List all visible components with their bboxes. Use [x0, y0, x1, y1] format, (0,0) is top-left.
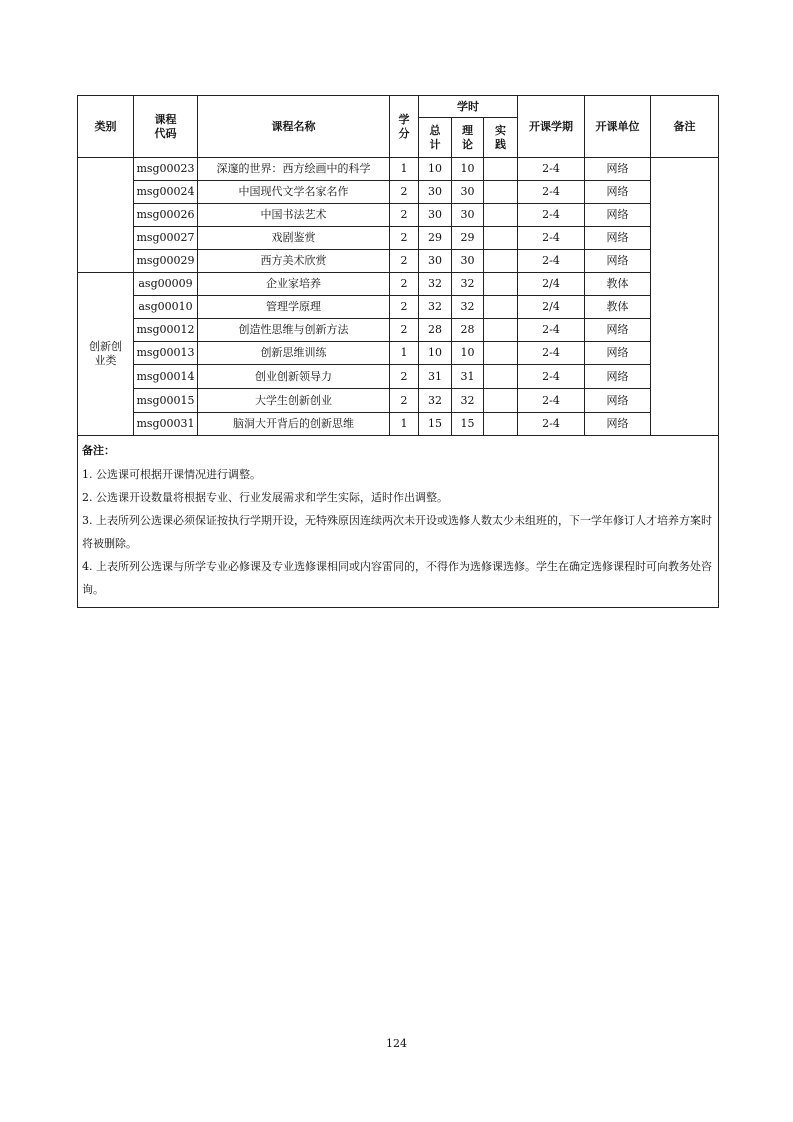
table-row	[78, 389, 719, 413]
hours-total: 28	[419, 319, 452, 342]
unit: 网络	[585, 181, 651, 204]
course-credit: 2	[390, 273, 419, 296]
course-code: msg00026	[134, 204, 198, 227]
course-name: 西方美术欣赏	[198, 250, 390, 273]
hours-total: 32	[419, 389, 452, 413]
header-remark: 备注	[651, 96, 719, 158]
hours-theory: 31	[452, 365, 484, 389]
hours-theory: 30	[452, 250, 484, 273]
table-row	[78, 365, 719, 389]
course-name: 中国书法艺术	[198, 204, 390, 227]
table-row	[78, 204, 719, 227]
course-code: asg00010	[134, 296, 198, 319]
semester: 2-4	[518, 204, 585, 227]
course-credit: 2	[390, 204, 419, 227]
course-table	[77, 95, 719, 608]
hours-practice	[484, 250, 518, 273]
semester: 2/4	[518, 273, 585, 296]
hours-theory: 32	[452, 273, 484, 296]
category-innovation: 创新创 业类	[78, 273, 134, 436]
hours-practice	[484, 365, 518, 389]
course-credit: 2	[390, 296, 419, 319]
hours-theory: 29	[452, 227, 484, 250]
header-unit: 开课单位	[585, 96, 651, 158]
semester: 2-4	[518, 158, 585, 181]
hours-total: 30	[419, 250, 452, 273]
course-name: 戏剧鉴赏	[198, 227, 390, 250]
course-credit: 1	[390, 158, 419, 181]
notes-title: 备注：	[82, 444, 115, 457]
hours-theory: 32	[452, 389, 484, 413]
course-credit: 2	[390, 181, 419, 204]
course-code: msg00024	[134, 181, 198, 204]
page-number: 124	[386, 1037, 407, 1050]
hours-practice	[484, 319, 518, 342]
hours-total: 29	[419, 227, 452, 250]
header-course-name: 课程名称	[198, 96, 390, 158]
course-code: asg00009	[134, 273, 198, 296]
hours-practice	[484, 158, 518, 181]
table-row	[78, 413, 719, 436]
course-credit: 2	[390, 365, 419, 389]
hours-practice	[484, 413, 518, 436]
course-name: 创业创新领导力	[198, 365, 390, 389]
unit: 网络	[585, 389, 651, 413]
semester: 2-4	[518, 319, 585, 342]
hours-total: 30	[419, 181, 452, 204]
table-row	[78, 250, 719, 273]
notes-cell	[78, 436, 719, 608]
course-credit: 1	[390, 342, 419, 365]
header-hours-theory: 理 论	[452, 118, 484, 158]
course-name: 中国现代文学名家名作	[198, 181, 390, 204]
semester: 2-4	[518, 365, 585, 389]
course-code: msg00023	[134, 158, 198, 181]
course-credit: 2	[390, 227, 419, 250]
hours-practice	[484, 273, 518, 296]
hours-theory: 28	[452, 319, 484, 342]
hours-theory: 30	[452, 181, 484, 204]
course-name: 创新思维训练	[198, 342, 390, 365]
table-row	[78, 181, 719, 204]
hours-theory: 10	[452, 158, 484, 181]
course-name: 创造性思维与创新方法	[198, 319, 390, 342]
course-name: 管理学原理	[198, 296, 390, 319]
hours-total: 31	[419, 365, 452, 389]
course-code: msg00031	[134, 413, 198, 436]
unit: 网络	[585, 342, 651, 365]
unit: 网络	[585, 250, 651, 273]
unit: 教体	[585, 273, 651, 296]
header-hours-total: 总 计	[419, 118, 452, 158]
notes-row	[78, 436, 719, 608]
hours-theory: 15	[452, 413, 484, 436]
category-cell-blank	[78, 158, 134, 273]
hours-practice	[484, 342, 518, 365]
hours-theory: 10	[452, 342, 484, 365]
course-name: 脑洞大开背后的创新思维	[198, 413, 390, 436]
hours-practice	[484, 227, 518, 250]
semester: 2-4	[518, 181, 585, 204]
course-credit: 2	[390, 250, 419, 273]
course-credit: 2	[390, 319, 419, 342]
semester: 2-4	[518, 413, 585, 436]
note-1: 1. 公选课可根据开课情况进行调整。	[82, 468, 261, 481]
course-credit: 1	[390, 413, 419, 436]
hours-total: 30	[419, 204, 452, 227]
hours-total: 32	[419, 273, 452, 296]
remark-cell	[651, 158, 719, 436]
table-row	[78, 158, 719, 181]
unit: 教体	[585, 296, 651, 319]
course-code: msg00027	[134, 227, 198, 250]
hours-practice	[484, 181, 518, 204]
table-row	[78, 227, 719, 250]
header-semester: 开课学期	[518, 96, 585, 158]
hours-theory: 30	[452, 204, 484, 227]
semester: 2-4	[518, 389, 585, 413]
semester: 2/4	[518, 296, 585, 319]
hours-practice	[484, 296, 518, 319]
hours-practice	[484, 389, 518, 413]
hours-practice	[484, 204, 518, 227]
table-row	[78, 319, 719, 342]
note-2: 2. 公选课开设数量将根据专业、行业发展需求和学生实际，适时作出调整。	[82, 491, 448, 504]
table-row	[78, 342, 719, 365]
course-name: 大学生创新创业	[198, 389, 390, 413]
course-code: msg00015	[134, 389, 198, 413]
semester: 2-4	[518, 227, 585, 250]
unit: 网络	[585, 413, 651, 436]
unit: 网络	[585, 158, 651, 181]
course-code: msg00013	[134, 342, 198, 365]
header-category: 类别	[78, 96, 134, 158]
semester: 2-4	[518, 250, 585, 273]
unit: 网络	[585, 365, 651, 389]
course-code: msg00029	[134, 250, 198, 273]
unit: 网络	[585, 227, 651, 250]
table-row	[78, 296, 719, 319]
header-credit: 学 分	[390, 96, 419, 158]
course-name: 深邃的世界：西方绘画中的科学	[198, 158, 390, 181]
hours-total: 15	[419, 413, 452, 436]
header-course-code: 课程 代码	[134, 96, 198, 158]
semester: 2-4	[518, 342, 585, 365]
course-credit: 2	[390, 389, 419, 413]
hours-theory: 32	[452, 296, 484, 319]
course-name: 企业家培养	[198, 273, 390, 296]
course-code: msg00012	[134, 319, 198, 342]
note-4: 4. 上表所列公选课与所学专业必修课及专业选修课相同或内容雷同的，不得作为选修课选修。学生在确定选修课程时可向教务处咨询。	[82, 560, 712, 596]
hours-total: 10	[419, 158, 452, 181]
header-hours: 学时	[419, 96, 518, 118]
header-hours-practice: 实 践	[484, 118, 518, 158]
hours-total: 32	[419, 296, 452, 319]
unit: 网络	[585, 204, 651, 227]
course-code: msg00014	[134, 365, 198, 389]
unit: 网络	[585, 319, 651, 342]
note-3: 3. 上表所列公选课必须保证按执行学期开设，无特殊原因连续两次未开设或选修人数太少未组班的，下一学年修订人才培养方案时将被删除。	[82, 514, 712, 550]
hours-total: 10	[419, 342, 452, 365]
table-row	[78, 273, 719, 296]
